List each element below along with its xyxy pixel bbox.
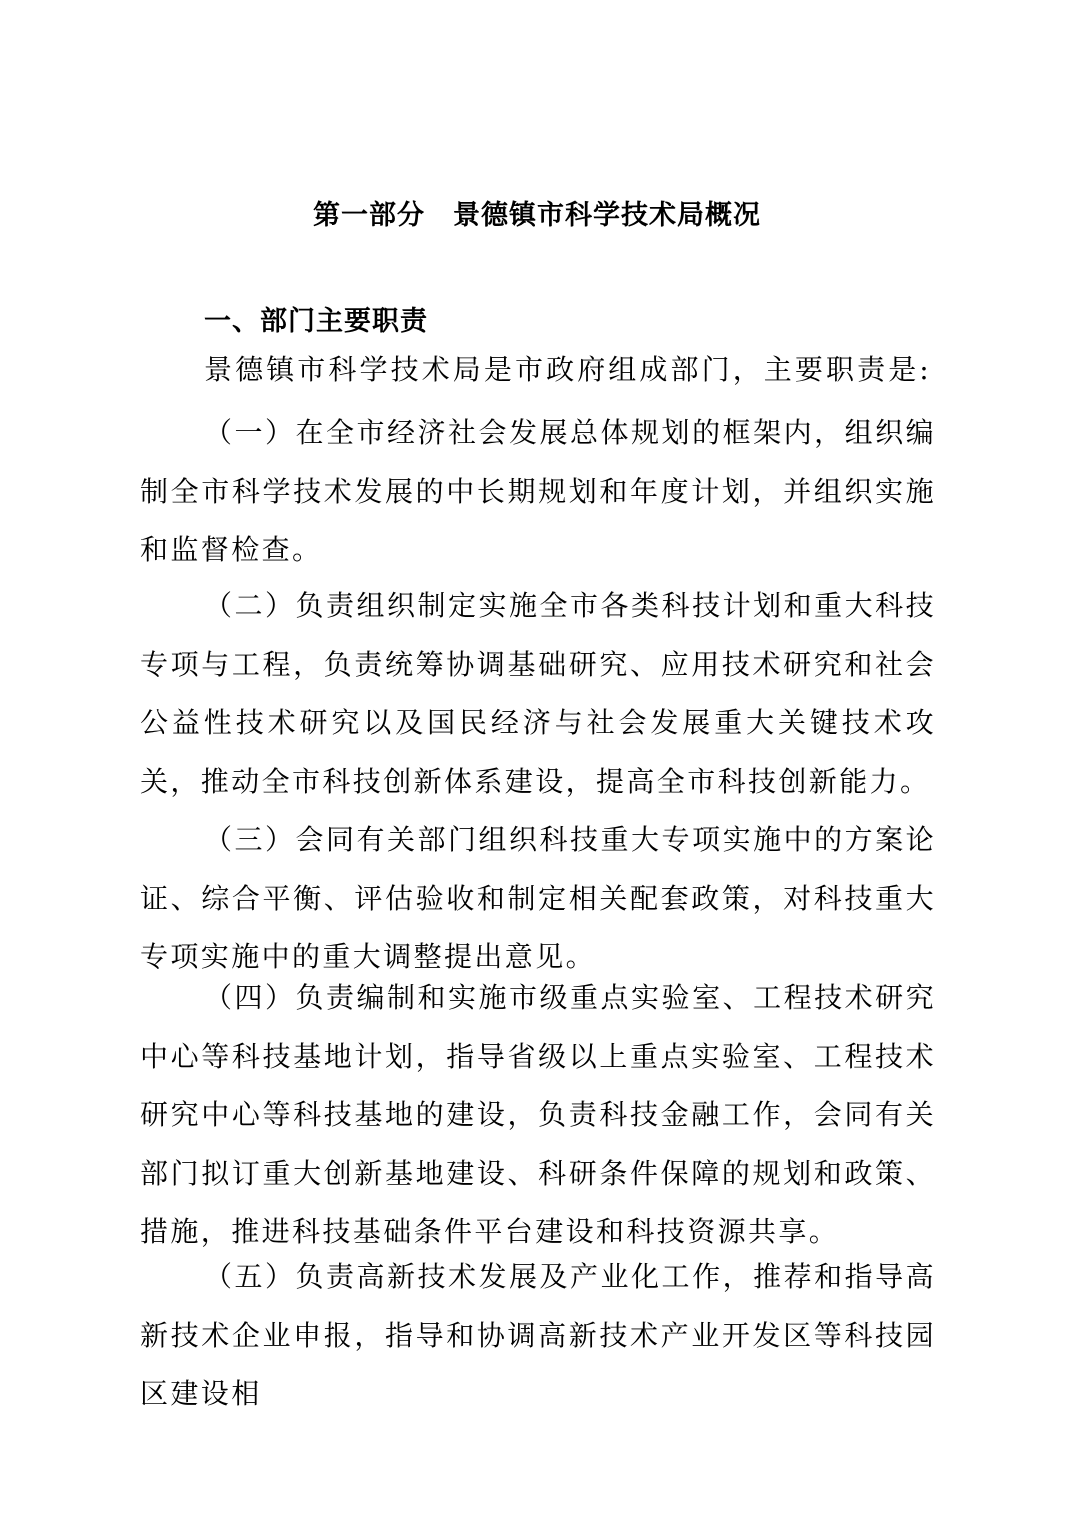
duty-paragraph-4: （四）负责编制和实施市级重点实验室、工程技术研究中心等科技基地计划，指导省级以上重点实验室、工程技术研究中心等科技基地的建设，负责科技金融工作，会同有关部门拟订重大创新基地建设、科研条件保障的规划和政策、措施，推进科技基础条件平台建设和科技资源共享。 (140, 981, 936, 1249)
duty-paragraph-5: （五）负责高新技术发展及产业化工作，推荐和指导高新技术企业申报，指导和协调高新技术产业开发区等科技园区建设相 (140, 1260, 936, 1411)
duty-paragraph-1: （一）在全市经济社会发展总体规划的框架内，组织编制全市科学技术发展的中长期规划和年度计划，并组织实施和监督检查。 (140, 416, 936, 567)
duty-paragraph-2: （二）负责组织制定实施全市各类科技计划和重大科技专项与工程，负责统筹协调基础研究、应用技术研究和社会公益性技术研究以及国民经济与社会发展重大关键技术攻关，推动全市科技创新体系建设，提高全市科技创新能力。 (140, 589, 936, 798)
section-heading: 一、部门主要职责 (204, 306, 428, 337)
duty-paragraph-3: （三）会同有关部门组织科技重大专项实施中的方案论证、综合平衡、评估验收和制定相关配套政策，对科技重大专项实施中的重大调整提出意见。 (140, 823, 936, 974)
page-title: 第一部分 景德镇市科学技术局概况 (313, 200, 761, 231)
intro-paragraph: 景德镇市科学技术局是市政府组成部门，主要职责是: (204, 353, 932, 386)
